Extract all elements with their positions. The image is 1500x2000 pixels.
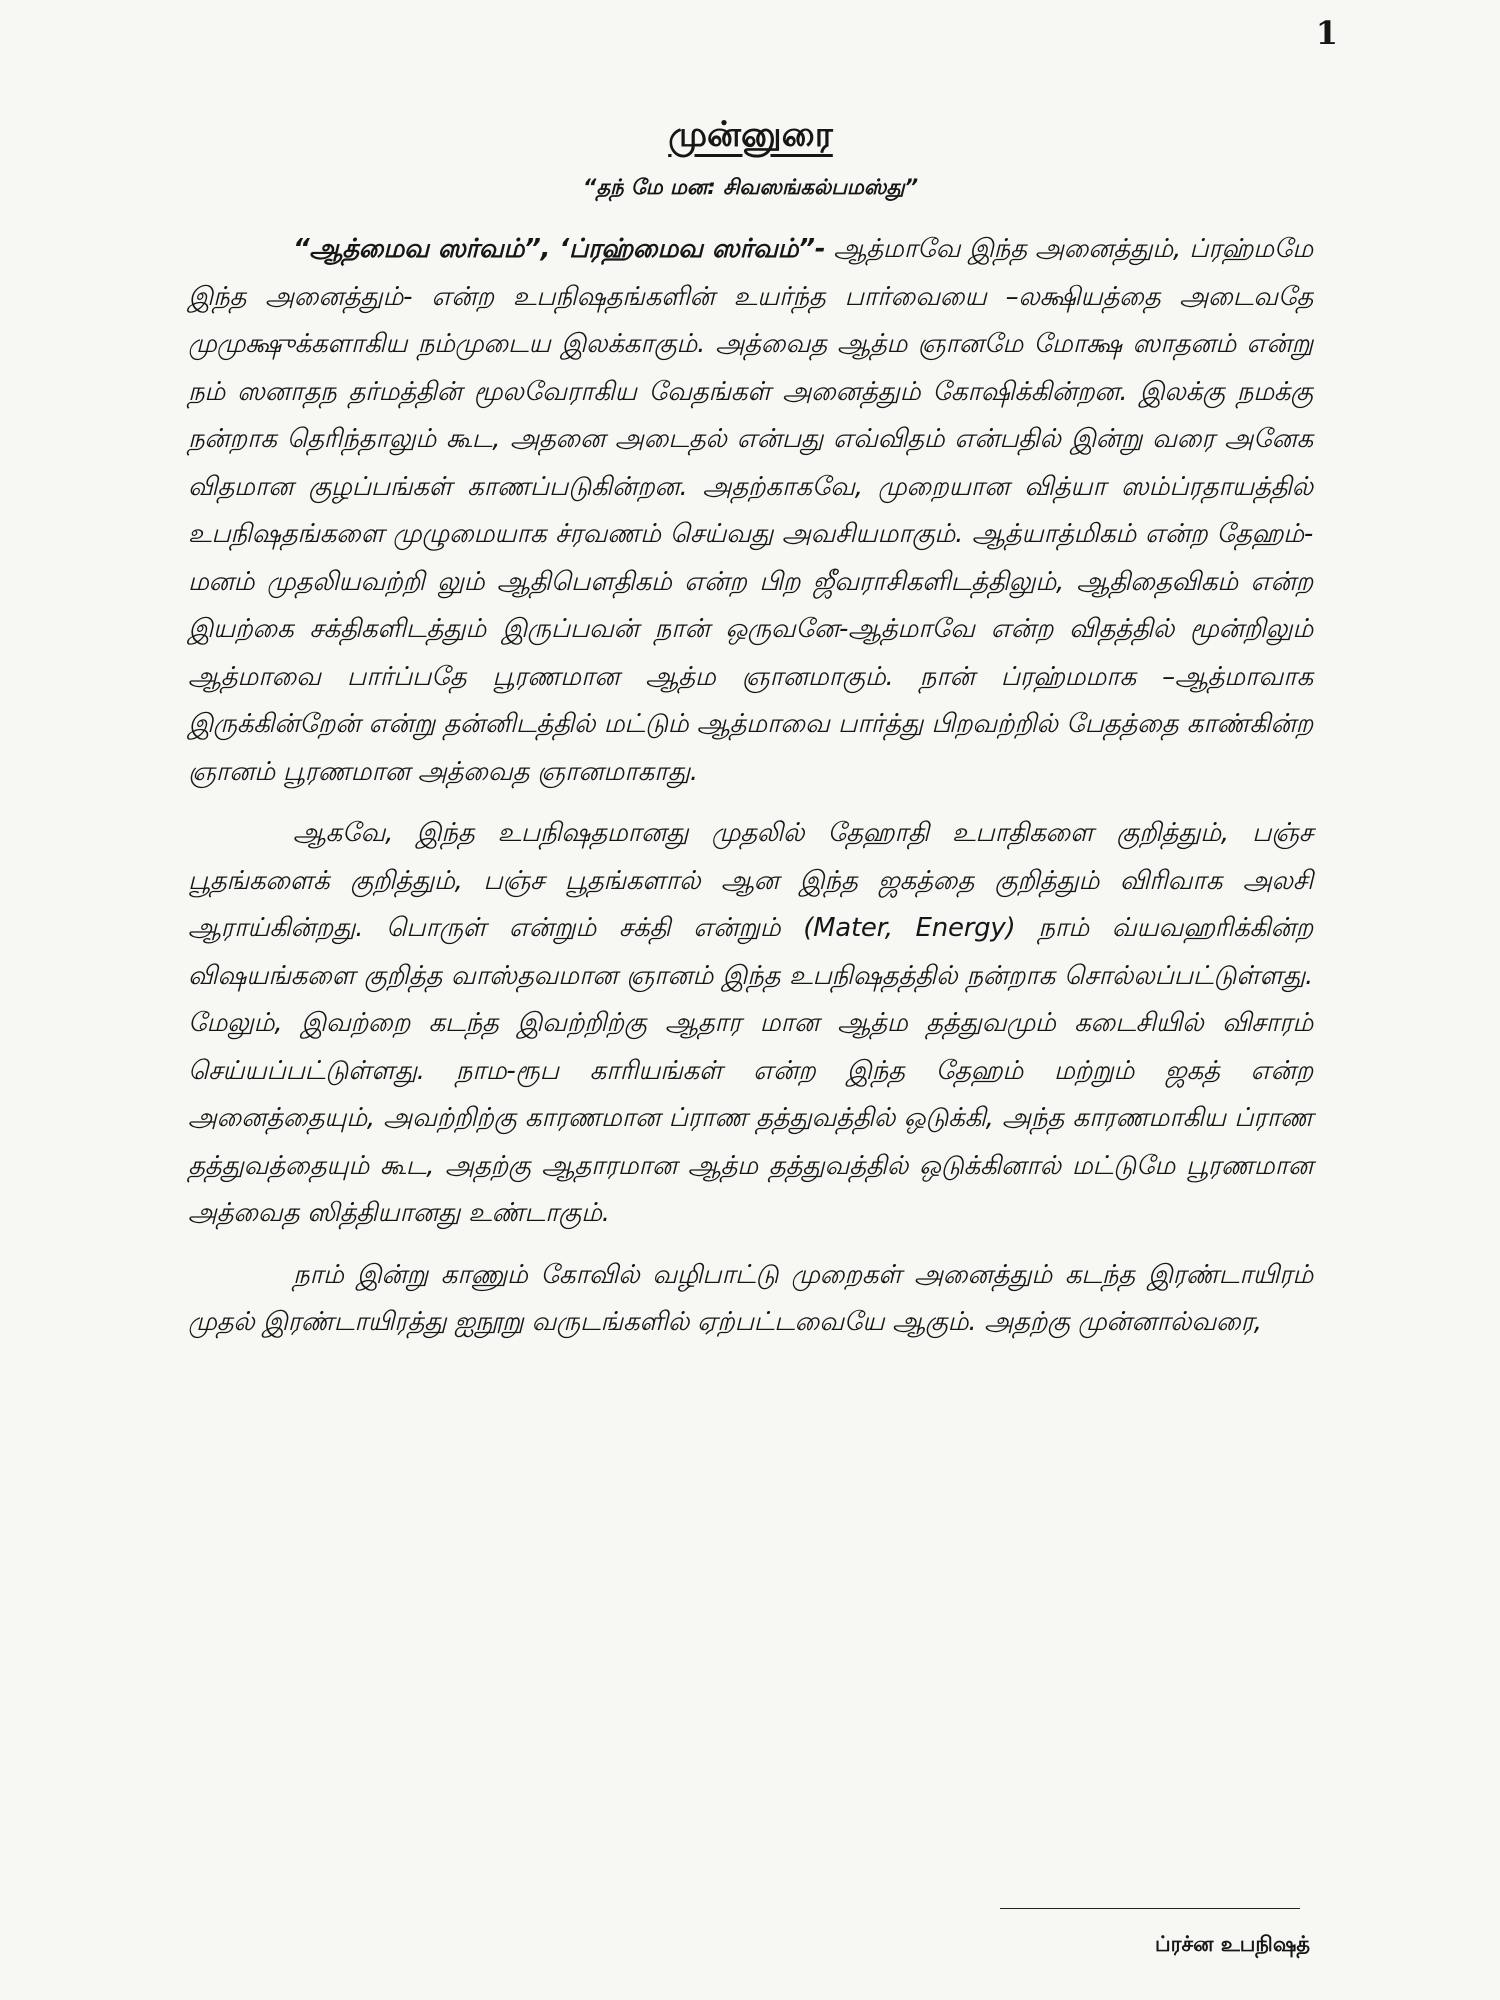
invocation-subtitle: “தந் மே மன: சிவஸங்கல்பமஸ்து”	[582, 175, 919, 199]
paragraph-3	[188, 1252, 1313, 1347]
paragraph-lead-quote: “ஆத்மைவ ஸர்வம்”, ‘ப்ரஹ்மைவ ஸர்வம்”-	[293, 234, 826, 264]
running-footer: ப்ரச்ன உபநிஷத்	[1154, 1932, 1310, 1956]
paragraph-text: ஆத்மாவே இந்த அனைத்தும், ப்ரஹ்மமே இந்த அனைத்தும்- என்ற உபநிஷதங்களின் உயர்ந்த பார்வையை –லக்ஷியத்தை அடைவதே முமுக்ஷுக்களாகிய நம்முடைய இலக்காகும். அத்வைத ஆத்ம ஞானமே மோக்ஷ ஸாதனம் என்று நம் ஸனாதந தர்மத்தின் மூலவேராகிய வேதங்கள் அனைத்தும் கோஷிக்கின்றன. இலக்கு நமக்கு நன்றாக தெரிந்தாலும் கூட, அதனை அடைதல் என்பது எவ்விதம் என்பதில் இன்று வரை அனேக விதமான குழப்பங்கள் காணப்படுகின்றன. அதற்காகவே, முறையான வித்யா ஸம்ப்ரதாயத்தில் உபநிஷதங்களை முழுமையாக ச்ரவணம் செய்வது அவசியமாகும். ஆத்யாத்மிகம் என்ற தேஹம்-மனம் முதலியவற்றி லும் ஆதிபௌதிகம் என்ற பிற ஜீவராசிகளிடத்திலும், ஆதிதைவிகம் என்ற இயற்கை சக்திகளிடத்தும் இருப்பவன் நான் ஒருவனே-ஆத்மாவே என்ற விதத்தில் மூன்றிலும் ஆத்மாவை பார்ப்பதே பூரணமான ஆத்ம ஞானமாகும். நான் ப்ரஹ்மமாக –ஆத்மாவாக இருக்கின்றேன் என்று தன்னிடத்தில் மட்டும் ஆத்மாவை பார்த்து பிறவற்றில் பேதத்தை காண்கின்ற ஞானம் பூரணமான அத்வைத ஞானமாகாது.	[188, 234, 1313, 787]
page-number: 1	[1315, 14, 1338, 52]
page-body	[188, 115, 1313, 1361]
page-title: முன்னுரை	[668, 115, 833, 155]
paragraph-text: நாம் இன்று காணும் கோவில் வழிபாட்டு முறைகள் அனைத்தும் கடந்த இரண்டாயிரம் முதல் இரண்டாயிரத்து ஐநூறு வருடங்களில் ஏற்பட்டவையே ஆகும். அதற்கு முன்னால்வரை,	[188, 1259, 1313, 1337]
footer-divider	[1000, 1908, 1300, 1909]
paragraph-2	[188, 810, 1313, 1238]
paragraph-1	[188, 226, 1313, 796]
paragraph-text: ஆகவே, இந்த உபநிஷதமானது முதலில் தேஹாதி உபாதிகளை குறித்தும், பஞ்ச பூதங்களைக் குறித்தும், பஞ்ச பூதங்களால் ஆன இந்த ஜகத்தை குறித்தும் விரிவாக அலசி ஆராய்கின்றது. பொருள் என்றும் சக்தி என்றும் (Mater, Energy) நாம் வ்யவஹரிக்கின்ற விஷயங்களை குறித்த வாஸ்தவமான ஞானம் இந்த உபநிஷதத்தில் நன்றாக சொல்லப்பட்டுள்ளது. மேலும், இவற்றை கடந்த இவற்றிற்கு ஆதார மான ஆத்ம தத்துவமும் கடைசியில் விசாரம் செய்யப்பட்டுள்ளது. நாம-ரூப காரியங்கள் என்ற இந்த தேஹம் மற்றும் ஜகத் என்ற அனைத்தையும், அவற்றிற்கு காரணமான ப்ராண தத்துவத்தில் ஒடுக்கி, அந்த காரணமாகிய ப்ராண தத்துவத்தையும் கூட, அதற்கு ஆதாரமான ஆத்ம தத்துவத்தில் ஒடுக்கினால் மட்டுமே பூரணமான அத்வைத ஸித்தியானது உண்டாகும்.	[188, 818, 1313, 1228]
